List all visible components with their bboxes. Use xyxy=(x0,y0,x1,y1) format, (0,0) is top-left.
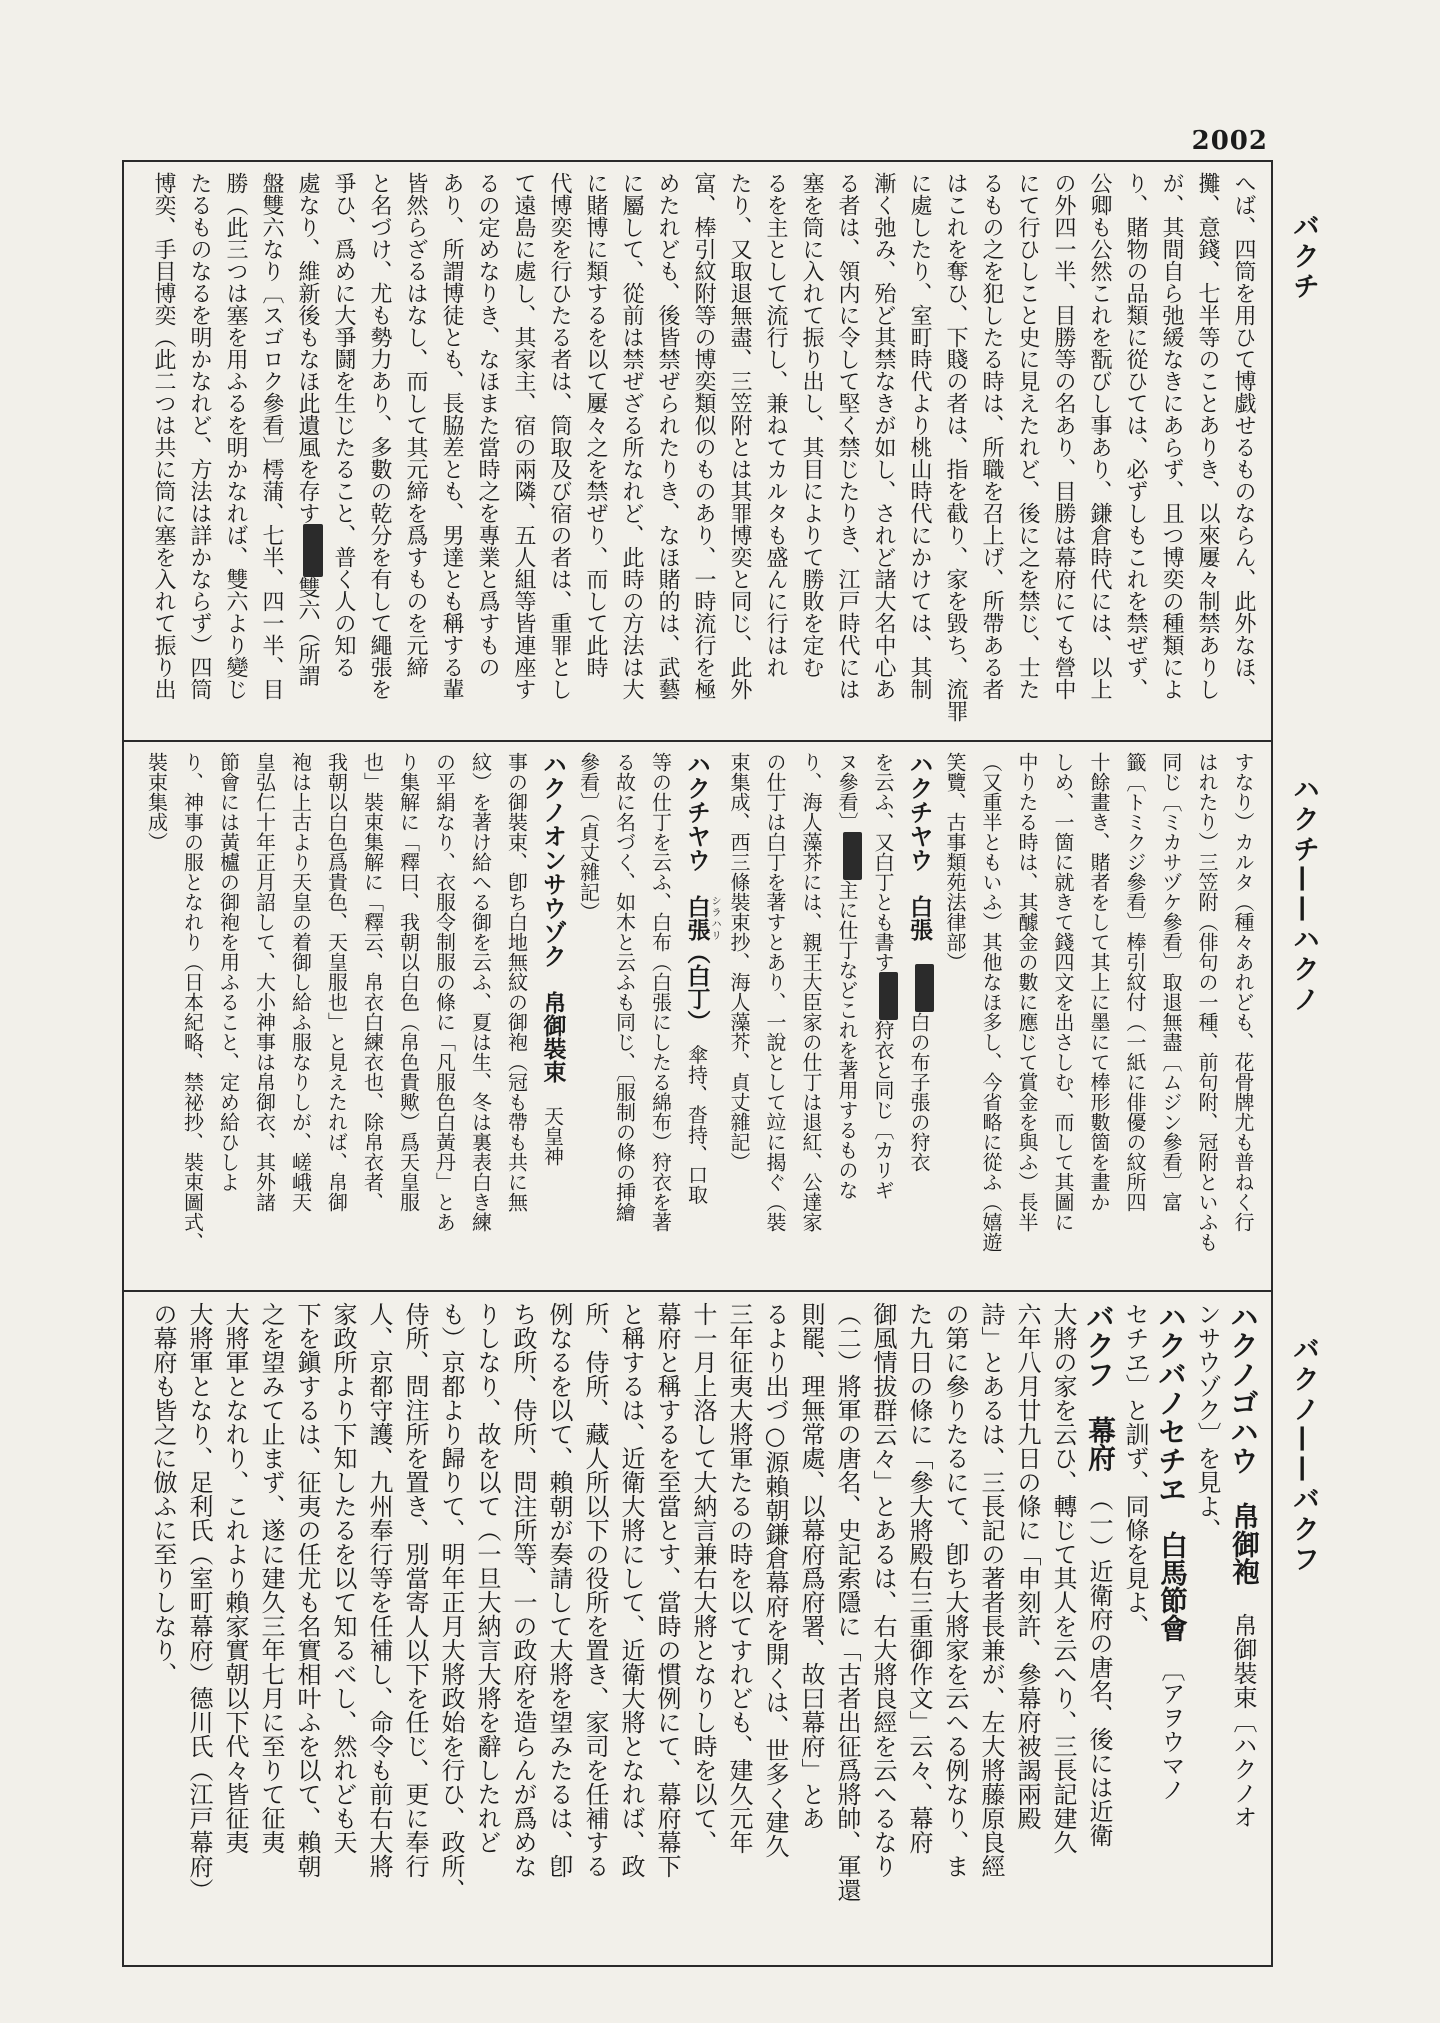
text-column: すなり）カルタ（種々あれども、花骨牌尤も普ねく行 xyxy=(1231,752,1255,1232)
text-column xyxy=(901,752,937,1286)
text-column xyxy=(289,172,325,734)
text-column: 笑覽、古事類苑法律部） xyxy=(943,752,967,972)
page-number: 2002 xyxy=(1191,126,1268,156)
text-column: りしなり、故を以て（一旦大納言大將を辭したれど xyxy=(473,1302,501,1854)
entry-text: （一）近衛府の唐名、後には近衛 xyxy=(1085,1498,1113,1847)
text-column: 六年八月廿九日の條に「申刻許、參幕府被謁兩殿 xyxy=(1013,1302,1041,1830)
text-column: へば、四筒を用ひて博戯せるものならん、此外なほ、 xyxy=(1231,172,1256,700)
ink-blot xyxy=(915,964,934,1012)
text-column xyxy=(865,752,901,1286)
text-column: 參看〕（貞丈雜記） xyxy=(576,752,601,922)
text-column: 十一月上洛して大納言兼右大將となりし時を以て、 xyxy=(689,1302,717,1854)
text-column: 幕府と稱するを至當とす、當時の慣例にて、幕府幕下 xyxy=(653,1302,681,1878)
running-head-bakuchi: バクチ xyxy=(1288,212,1319,302)
text-column: て遠島に處し、其家主、宿の兩隣、五人組等皆連座す xyxy=(511,172,536,700)
page-frame xyxy=(122,160,1273,1967)
entry-text: 處なり、維新後もなほ此遺風を存す xyxy=(295,172,320,524)
text-column: しめ、一箇に就きて錢四文を出さしむ、而して其圖に xyxy=(1051,752,1075,1232)
text-column: 等の仕丁を云ふ、白布（白張にしたる綿布）狩衣を著 xyxy=(648,752,673,1232)
text-column: （二）將軍の唐名、史記索隱に「古者出征爲將帥、軍還 xyxy=(833,1302,861,1902)
text-column: セチヱ〕と訓ず、同條を見よ、 xyxy=(1121,1302,1149,1638)
ruby-reading: シラハリ xyxy=(709,895,721,941)
text-column: 盤雙六なり〔スゴロク參看〕樗蒲、七半、四一半、目 xyxy=(259,172,284,700)
text-column: はれたり）三笠附（俳句の一種、前句附、冠附といふも xyxy=(1195,752,1219,1252)
entry-text: 傘持、沓持、口取 xyxy=(684,1044,709,1205)
text-column: 事の御裝束、卽ち白地無紋の御袍（冠も帶も共に無 xyxy=(504,752,529,1212)
text-column: 大將軍となり、足利氏（室町幕府）德川氏（江戸幕府） xyxy=(185,1302,213,1902)
text-column: る故に名づく、如木と云ふも同じ、〔服制の條の挿繪 xyxy=(612,752,637,1222)
ink-blot xyxy=(879,972,898,1020)
entry-kanji-heading xyxy=(684,872,711,895)
entry-text: を云ふ、又白丁とも書す xyxy=(871,752,895,972)
entry-text: 天皇神 xyxy=(540,1106,565,1166)
text-column: たり、又取退無盡、三笠附とは其罪博奕と同じ、此外 xyxy=(727,172,752,700)
text-column: 公卿も公然これを翫びし事あり、鎌倉時代には、以上 xyxy=(1087,172,1112,700)
text-column: ち政所、侍所、問注所等、一の政府を造らんが爲めな xyxy=(509,1302,537,1878)
ruby-base: 白張 xyxy=(683,895,711,941)
text-column: と稱するは、近衛大將にして、近衛大將となれば、政 xyxy=(617,1302,645,1878)
text-columns xyxy=(132,752,1261,1286)
text-column: るの定めなりき、なほまた當時之を專業と爲すもの xyxy=(475,172,500,678)
text-column: るもの之を犯したる時は、所職を召上げ、所帶ある者 xyxy=(979,172,1004,700)
text-column: 紋）を著け給へる御を云ふ、夏は生、冬は裏表白き練 xyxy=(468,752,493,1232)
text-column: 攤、意錢、七半等のことありき、以來屢々制禁ありし xyxy=(1195,172,1220,700)
text-column: に處したり、室町時代より桃山時代にかけては、其制 xyxy=(907,172,932,700)
text-column: あり、所謂博徒とも、長脇差とも、男達とも稱する輩 xyxy=(439,172,464,700)
text-column: の仕丁は白丁を著すとあり、一說として竝に揭ぐ（裝 xyxy=(763,752,787,1232)
text-column: 富、棒引紋附等の博奕類似のものあり、一時流行を極 xyxy=(691,172,716,700)
text-column: 中りたる時は、其醵金の數に應じて賞金を與ふ）長半 xyxy=(1015,752,1039,1232)
entry-text: 白の布子張の狩衣 xyxy=(907,1012,931,1172)
entry-text: 主に仕丁などこれを著用するものな xyxy=(835,880,859,1200)
entry-text: 帛御裝束〔ハクノオ xyxy=(1229,1612,1257,1829)
text-column: が、其間自ら弛緩なきにあらず、且つ博奕の種類によ xyxy=(1159,172,1184,700)
entry-headword: バクフ xyxy=(1082,1302,1116,1389)
text-column: の幕府も皆之に倣ふに至りしなり、 xyxy=(149,1302,177,1686)
running-head-bakuno-bakufu: バクノ——バクフ xyxy=(1288,1335,1319,1575)
text-column xyxy=(679,752,722,1286)
text-column: 漸く弛み、殆ど其禁なきが如し、されど諸大名中心あ xyxy=(871,172,896,700)
text-column xyxy=(829,752,865,1286)
ruby-headword xyxy=(683,895,721,941)
entry-kanji-heading: 白張 xyxy=(906,872,933,964)
text-column: り、神事の服となれり（日本紀略、禁祕抄、裝束圖式、 xyxy=(180,752,205,1252)
text-column xyxy=(1225,1302,1261,1961)
text-column: 勝（此三つは塞を用ふるを明かなれば、雙六より變じ xyxy=(223,172,248,700)
text-column: 之を望みて止まず、遂に建久三年七月に至りて征夷 xyxy=(257,1302,285,1854)
entry-headword: ハクバノセチヱ xyxy=(1154,1302,1188,1504)
text-column: 十餘畫き、賭者をして其上に墨にて棒形數箇を畫か xyxy=(1087,752,1111,1212)
text-column: 所、侍所、藏人所以下の役所を置き、家司を任補する xyxy=(581,1302,609,1878)
text-column: 例なるを以て、賴朝が奏請して大將を望みたるは、卽 xyxy=(545,1302,573,1878)
entry-headword: ハクノゴハウ xyxy=(1226,1302,1260,1475)
text-column: の第に參りたるにて、卽ち大將家を云へる例なり、ま xyxy=(941,1302,969,1878)
text-column: 御風情拔群云々」とあるは、右大將良經を云へるなり xyxy=(869,1302,897,1878)
text-column: るを主として流行し、兼ねてカルタも盛んに行はれ xyxy=(763,172,788,678)
text-column: 代博奕を行ひたる者は、筒取及び宿の者は、重罪とし xyxy=(547,172,572,700)
running-head-hakuchi-hakuno: ハクチ——ハクノ xyxy=(1288,775,1319,1015)
text-column: り、海人藻芥には、親王大臣家の仕丁は退紅、公達家 xyxy=(799,752,823,1232)
text-column: はこれを奪ひ、下賤の者は、指を截り、家を毀ち、流罪 xyxy=(943,172,968,722)
entry-text: ヌ參看〕 xyxy=(835,752,859,832)
section-bakuchi xyxy=(124,162,1271,740)
text-column: めたれども、後皆禁ぜられたりき、なほ賭的は、武藝 xyxy=(655,172,680,700)
text-columns xyxy=(132,172,1261,734)
text-column: ンサウゾク〕を見よ、 xyxy=(1193,1302,1221,1542)
text-column: 束集成、西三條裝束抄、海人藻芥、貞丈雜記） xyxy=(727,752,751,1172)
text-column: 大將の家を云ひ、轉じて其人を云へり、三長記建久 xyxy=(1049,1302,1077,1854)
entry-kanji-heading: （白丁） xyxy=(683,941,711,1045)
text-column: 塞を筒に入れて振り出し、其目によりて勝敗を定む xyxy=(799,172,824,678)
text-column: 籤〔トミクジ參看〕棒引紋付（一紙に俳優の紋所四 xyxy=(1123,752,1147,1212)
text-column: 同じ〔ミカサヅケ參看〕取退無盡〔ムジン參看〕富 xyxy=(1159,752,1183,1212)
text-column: も）京都より歸りて、明年正月大將政始を行ひ、政所、 xyxy=(437,1302,465,1902)
section-hakuchi-hakuno xyxy=(124,740,1271,1292)
entry-headword: ハクチヤウ xyxy=(905,752,934,872)
text-column: 博奕、手目博奕（此二つは共に筒に塞を入れて振り出 xyxy=(151,172,176,700)
entry-headword: ハクチヤウ xyxy=(682,752,712,872)
text-column: り、賭物の品類に從ひては、必ずしもこれを禁ぜず、 xyxy=(1123,172,1148,700)
entry-kanji-heading: 帛御裝束 xyxy=(539,968,567,1106)
text-column: の平絹なり、衣服令制服の條に「凡服色白黃丹」とあ xyxy=(432,752,457,1232)
text-column xyxy=(1081,1302,1117,1961)
text-column: 袍は上古より天皇の着御し給ふ服なりしが、嵯峨天 xyxy=(288,752,313,1212)
text-column: 也」裝束集解に「釋云、帛衣白練衣也、除帛衣者、 xyxy=(360,752,385,1212)
text-column: 侍所、問注所を置き、別當寄人以下を任じ、更に奉行 xyxy=(401,1302,429,1878)
text-column: た九日の條に「參大將殿右三重御作文」云々、幕府 xyxy=(905,1302,933,1854)
text-column: 我朝以白色爲貴色、天皇服也」と見えたれば、帛御 xyxy=(324,752,349,1212)
entry-text: 狩衣と同じ〔カリギ xyxy=(871,1020,895,1200)
text-column: るより出づ○源賴朝鎌倉幕府を開くは、世多く建久 xyxy=(761,1302,789,1858)
text-column: る者は、領内に令して堅く禁じたりき、江戸時代には xyxy=(835,172,860,700)
text-column: の外四一半、目勝等の名あり、目勝は幕府にても營中 xyxy=(1051,172,1076,700)
entry-kanji-heading: 幕府 xyxy=(1083,1388,1116,1499)
text-column: （又重半ともいふ）其他なほ多し、今省略に從ふ（嬉遊 xyxy=(979,752,1003,1252)
text-column: に屬して、從前は禁ぜざる所なれど、此時の方法は大 xyxy=(619,172,644,700)
text-column: 裝束集成） xyxy=(144,752,169,852)
text-column: 則罷、理無常處、以幕府爲府署、故曰幕府」とあ xyxy=(797,1302,825,1830)
entry-kanji-heading: 白馬節會 xyxy=(1155,1503,1188,1670)
entry-text: 雙六（所謂 xyxy=(295,576,320,687)
entry-text: 〔アヲウマノ xyxy=(1157,1669,1185,1802)
text-column xyxy=(535,752,571,1286)
entry-kanji-heading: 帛御袍 xyxy=(1227,1474,1260,1613)
text-columns xyxy=(132,1302,1261,1961)
text-column: たるものなるを明かなれど、方法は詳かならず）四筒 xyxy=(187,172,212,700)
ink-blot xyxy=(843,832,862,880)
text-column: に賭博に類するを以て屢々之を禁ぜり、而して此時 xyxy=(583,172,608,678)
text-column: 下を鎭するは、征夷の任尤も名實相叶ふを以て、賴朝 xyxy=(293,1302,321,1878)
text-column: 詩」とあるは、三長記の著者長兼が、左大將藤原良經 xyxy=(977,1302,1005,1878)
text-column: 家政所より下知したるを以て知るべし、然れども天 xyxy=(329,1302,357,1854)
text-column xyxy=(1153,1302,1189,1961)
text-column: にて行ひしこと史に見えたれど、後に之を禁じ、士た xyxy=(1015,172,1040,700)
text-column: 爭ひ、爲めに大爭鬪を生じたること、普く人の知る xyxy=(331,172,356,678)
text-column: と名づけ、尤も勢力あり、多數の乾分を有して繩張を xyxy=(367,172,392,700)
text-column: 人、京都守護、九州奉行等を任補し、命令も前右大將 xyxy=(365,1302,393,1878)
text-column: 皇弘仁十年正月詔して、大小神事は帛御衣、其外諸 xyxy=(252,752,277,1212)
text-column: り集解に「釋曰、我朝以白色（帛色貴歟）爲天皇服 xyxy=(396,752,421,1212)
entry-headword: ハクノオンサウゾク xyxy=(538,752,568,968)
text-column: 三年征夷大將軍たるの時を以てすれども、建久元年 xyxy=(725,1302,753,1854)
text-column: 節會には黃櫨の御袍を用ふること、定め給ひしよ xyxy=(216,752,241,1192)
text-column: 皆然らざるはなし、而して其元締を爲すものを元締 xyxy=(403,172,428,678)
text-column: 大將軍となれり、これより賴家實朝以下代々皆征夷 xyxy=(221,1302,249,1854)
ink-blot xyxy=(303,524,324,577)
section-bakuno-bakufu xyxy=(124,1290,1271,1967)
